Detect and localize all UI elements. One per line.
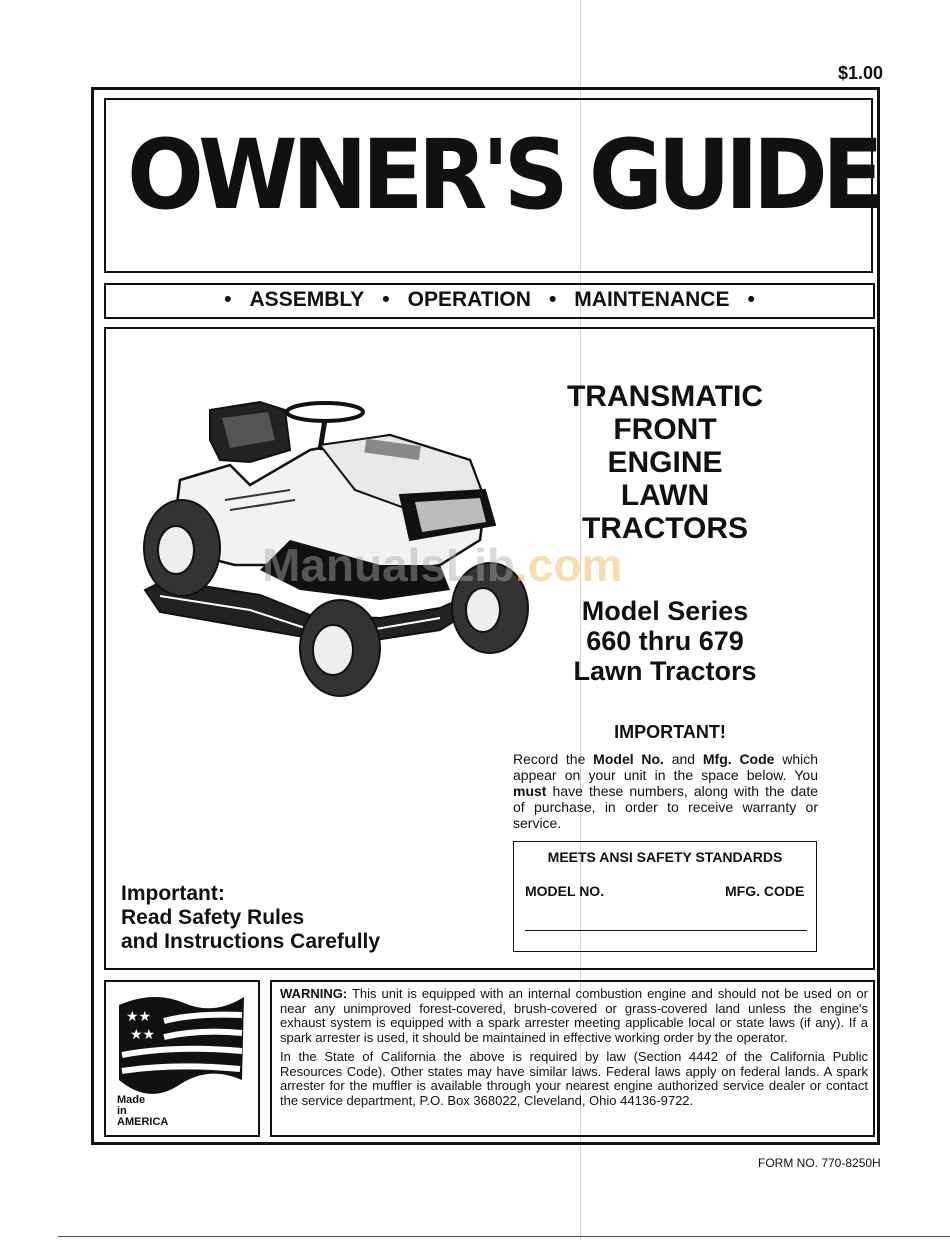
- write-in-line: [525, 930, 807, 931]
- american-flag-icon: [114, 985, 246, 1097]
- topic-operation: OPERATION: [407, 288, 531, 311]
- topic-maintenance: MAINTENANCE: [574, 288, 730, 311]
- safety-note: [121, 882, 380, 954]
- product-line-4: LAWN: [620, 479, 710, 512]
- bullet-icon: •: [382, 288, 390, 311]
- made-line-3: AMERICA: [117, 1116, 169, 1128]
- warning-paragraph-1: [280, 987, 868, 1045]
- important-heading: IMPORTANT!: [614, 722, 726, 742]
- form-number: FORM NO. 770-8250H: [758, 1156, 881, 1170]
- topics-banner: [104, 288, 875, 312]
- product-line-1: TRANSMATIC: [566, 380, 764, 413]
- record-bold: Mfg. Code: [702, 751, 775, 767]
- product-line-2: FRONT: [613, 413, 717, 446]
- warning-body: This unit is equipped with an internal combustion engine and should not be used on or near any unimproved forest-covered, brush-covered or grass-covered land unless the engine's exhaust system is equipped with a spark arrester meeting applicable local or state laws (if any). If a spark arrester is used, it should be maintained in effective working order by the operator.: [280, 986, 868, 1045]
- ansi-standards-label: MEETS ANSI SAFETY STANDARDS: [547, 849, 783, 865]
- safety-line-2: Read Safety Rules: [121, 906, 305, 929]
- warning-label: WARNING:: [280, 986, 348, 1001]
- product-name: [555, 380, 775, 545]
- watermark-suffix: .com: [515, 539, 623, 591]
- mfg-code-label: MFG. CODE: [725, 883, 805, 899]
- topic-assembly: ASSEMBLY: [249, 288, 365, 311]
- model-series: [555, 596, 775, 686]
- record-text: Record the: [513, 751, 594, 767]
- warning-paragraph-2: In the State of California the above is required by law (Section 4442 of the California Public Resources Code). Other states may have similar laws. Federal laws apply on federal lands. A spark arrester for the muffler is available through your nearest engine authorized service dealer or contact the service department, P.O. Box 368022, Cleveland, Ohio 44136-9722.: [280, 1049, 868, 1108]
- record-text: which appear on your unit in the space below. You: [513, 751, 819, 783]
- record-instructions: [513, 751, 818, 831]
- model-no-label: MODEL NO.: [525, 883, 605, 899]
- record-text: have these numbers, along with the date of purchase, in order to receive warranty or service.: [513, 783, 818, 831]
- product-line-5: TRACTORS: [581, 512, 749, 545]
- bullet-icon: •: [224, 288, 232, 311]
- svg-text:★★: ★★: [130, 1027, 156, 1043]
- series-line-2: 660 thru 679: [586, 626, 744, 656]
- svg-text:★★: ★★: [126, 1009, 152, 1025]
- made-in-america: [117, 1095, 168, 1128]
- record-bold: Model No.: [593, 751, 664, 767]
- safety-line-1: Important:: [121, 882, 225, 905]
- series-line-3: Lawn Tractors: [573, 656, 757, 686]
- record-bold: must: [513, 783, 547, 799]
- record-text: and: [663, 751, 703, 767]
- bullet-icon: •: [747, 288, 755, 311]
- bottom-edge-line: [58, 1236, 950, 1237]
- watermark: [262, 538, 622, 592]
- made-line-2: in: [117, 1105, 127, 1117]
- product-line-3: ENGINE: [607, 446, 723, 479]
- page-title: OWNER'S GUIDE: [127, 119, 879, 231]
- series-line-1: Model Series: [581, 596, 749, 626]
- made-line-1: Made: [117, 1094, 146, 1106]
- price: $1.00: [838, 63, 884, 83]
- watermark-main: ManualsLib: [262, 539, 516, 591]
- warning-text: [280, 987, 868, 1113]
- safety-line-3: and Instructions Carefully: [121, 930, 381, 953]
- bullet-icon: •: [548, 288, 557, 311]
